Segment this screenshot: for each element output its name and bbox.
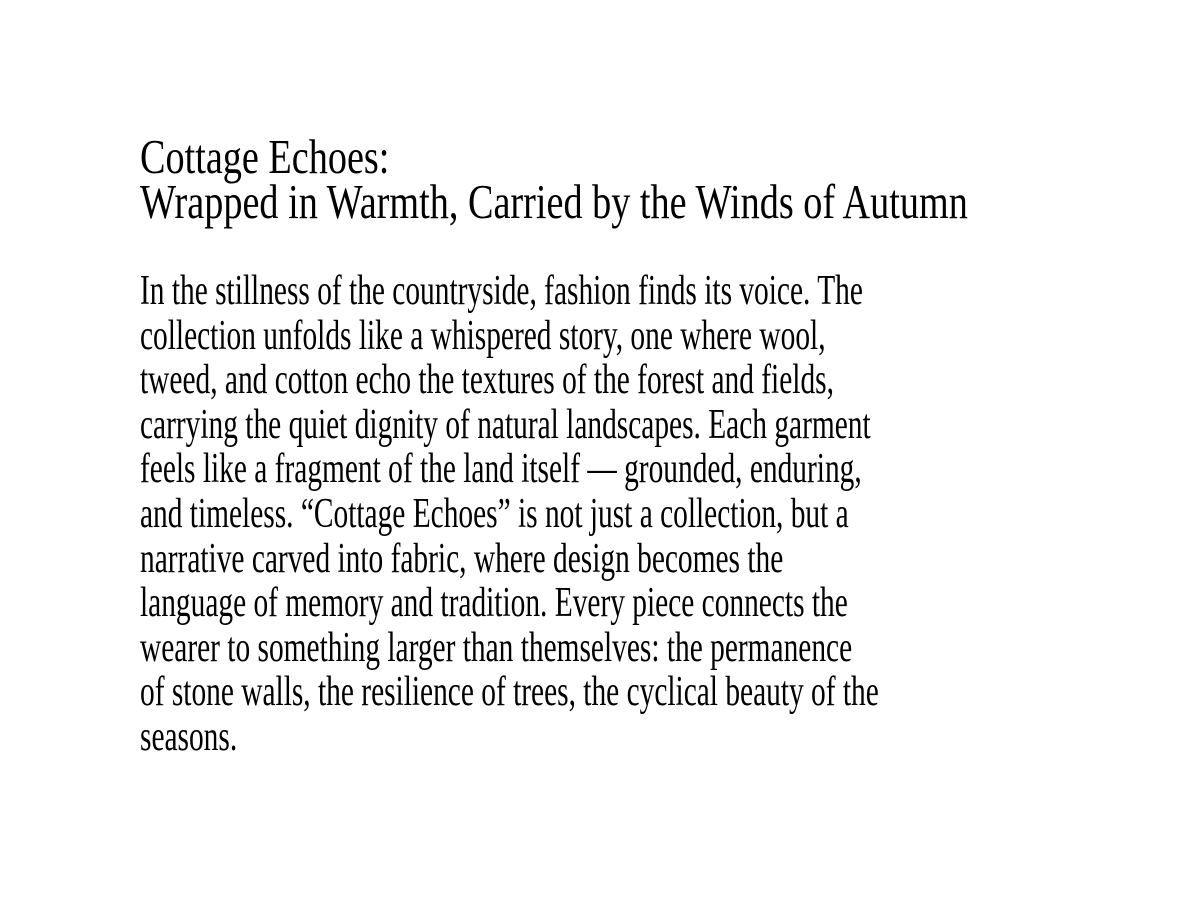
body-line: tweed, and cotton echo the textures of the forest and fields, xyxy=(140,357,834,404)
body-line: carrying the quiet dignity of natural landscapes. Each garment xyxy=(140,401,871,448)
body-line: wearer to something larger than themselves: the permanence xyxy=(140,624,853,671)
body-line: of stone walls, the resilience of trees, the cyclical beauty of the xyxy=(140,669,879,716)
body-line: In the stillness of the countryside, fashion finds its voice. The xyxy=(140,268,863,314)
title-line-1: Cottage Echoes: xyxy=(140,129,390,184)
body-line: narrative carved into fabric, where design becomes the xyxy=(140,535,784,582)
body-line: seasons. xyxy=(140,713,238,760)
title-line-2: Wrapped in Warmth, Carried by the Winds of Autumn xyxy=(140,174,968,229)
body-line: language of memory and tradition. Every piece connects the xyxy=(140,580,848,627)
content-area xyxy=(140,129,1180,760)
body-line: collection unfolds like a whispered story, one where wool, xyxy=(140,312,826,359)
body-paragraph xyxy=(140,269,883,760)
body-line: and timeless. “Cottage Echoes” is not just a collection, but a xyxy=(140,490,849,537)
body-line: feels like a fragment of the land itself — grounded, enduring, xyxy=(140,446,862,493)
page-title xyxy=(140,129,968,229)
